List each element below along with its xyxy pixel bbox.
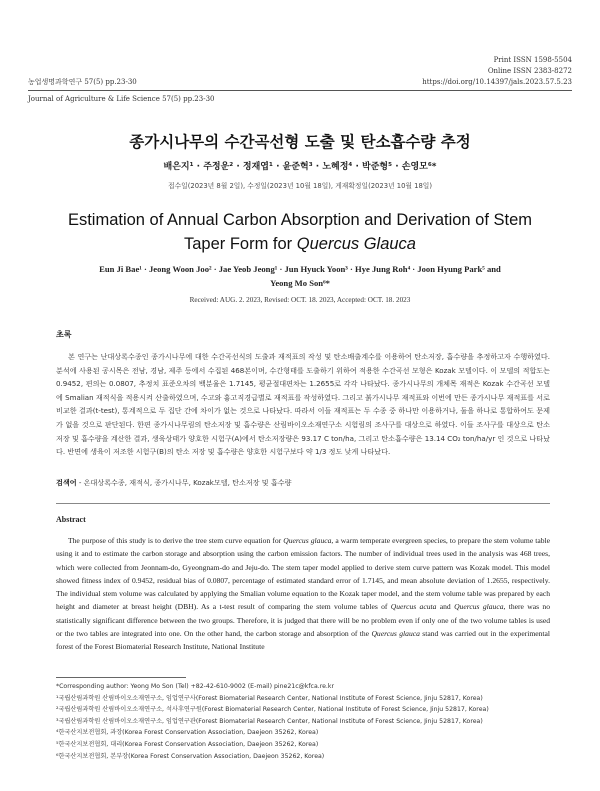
dates-english: Received: AUG. 2. 2023, Revised: OCT. 18. 2023, Accepted: OCT. 18. 2023 [189,296,411,304]
footnote-affiliation: ⁶한국산지보전협회, 본부장(Korea Forest Conservation Association, Daejeon 35262, Korea) [56,752,325,760]
abstract-en-part: , a warm temperate evergreen species, to prepare the stem volume table using it and to estimate the carbon storage and absorption using the carbon emission factors. The number of individual trees used in the analysis was 468 trees, which were collected from Jeonnam-do, Gyeongnam-do and Jeju-do. The stem taper model applied to derive stem curve pattern was Kozak model. This model showed fitness index of 0.9452, residual bias of 0.0807, percentage of estimated standard error of 1.7145, and mean absolute deviation of 1.2655, respectively. The individual stem volume was calculated by applying the Smalian volume equation to the Kozak taper model, and the stem volume table was prepared by each height and diameter at breast height (DBH). As a t-test result of comparing the stem volume tables of [56,536,550,612]
abstract-en-part: stand was carried out in the experimental forest of the Forest Biomaterial Research Institute, National Institute [56,629,550,652]
abstract-en-heading: Abstract [56,515,86,524]
journal-en: Journal of Agriculture & Life Science 57(5) pp.23-30 [28,95,215,103]
species-name: Quercus glauca [283,536,332,545]
title-english [40,208,560,256]
footnote-affiliation: ⁴한국산지보전협회, 과장(Korea Forest Conservation Association, Daejeon 35262, Korea) [56,729,319,737]
title-korean: 종가시나무의 수간곡선형 도출 및 탄소흡수량 추정 [129,133,471,151]
title-english-prefix: Taper Form for [183,235,297,253]
abstract-en-part: The purpose of this study is to derive the tree stem curve equation for [68,536,284,545]
title-english-line2 [40,232,560,256]
section-divider [56,503,550,504]
species-name: Quercus acuta [390,602,437,612]
footnote-divider [56,677,186,678]
footnote-affiliation: ²국립산림과학원 산림바이오소재연구소, 석사후연구원(Forest Biomaterial Research Center, National Institute of Forest Science, Jinju 52817, Korea) [56,706,489,714]
footnote-affiliation: ⁵한국산지보전협회, 대리(Korea Forest Conservation Association, Daejeon 35262, Korea) [56,740,319,748]
authors-english-line2: Yeong Mo Son⁶* [270,278,330,288]
authors-korean: 배은지¹ · 주정운² · 정재엽¹ · 윤준혁³ · 노혜정⁴ · 박준형⁵ · 손영모⁶* [163,162,437,172]
abstract-ko-text: 본 연구는 난대상록수종인 종가시나무에 대한 수간곡선식의 도출과 재적표의 작성 및 탄소배출계수를 이용하여 탄소저장, 흡수량을 추정하고자 수행하였다. 분석에 사용된 공시목은 전남, 경남, 제주 등에서 수집된 468본이며, 수간형태를 도출하기 위하여 적용한 수간곡선 모형은 Kozak 모델이다. 이 모델의 적합도는 0.9452, 편의는 0.0807, 추정치 표준오차의 백분율은 1.7145, 평균절대편차는 1.2655로 각각 나타났다. 종가시나무의 개체목 재적은 Kozak 수간곡선 모델에 Smalian 재적식을 적용시켜 산출하였으며, 수고와 흉고직경급별로 재적표를 작성하였다. 그리고 붉가시나무 재적표와 이번에 만든 종가시나무 재적표를 서로 비교한 결과(t-test), 통계적으로 두 집단 간에 차이가 없는 것으로 나타났다. 따라서 이들 재적표는 두 수종 중 하나만 이용하거나, 둘을 하나로 통합하여도 문제가 없을 것으로 판단된다. 한편 종가시나무림의 탄소저장 및 흡수량은 산림바이오소재연구소 시험림의 조사구를 대상으로 하였다. 이들 조사구를 대상으로 탄소저장 및 흡수량을 계산한 결과, 생육상태가 양호한 시험구(A)에서 탄소저장량은 93.17 C ton/ha, 그리고 탄소흡수량은 13.14 CO₂ ton/ha/yr 인 것으로 나타났다. 반면에 생육이 저조한 시험구(B)의 탄소 저장 및 흡수량은 양호한 시험구보다 약 1/3 정도 낮게 나타났다. [56,352,550,457]
journal-ko: 농업생명과학연구 57(5) pp.23-30 [28,78,137,86]
footnote-affiliation: ³국립산림과학원 산림바이오소재연구소, 임업연구관(Forest Biomaterial Research Center, National Institute of Forest Science, Jinju 52817, Korea) [56,717,483,725]
issn-block [422,55,572,88]
keywords-label: 검색어 [56,478,77,487]
abstract-en-part: and [436,602,455,612]
footnote-corresponding: *Corresponding author: Yeong Mo Son (Tel) +82-42-610-9002 (E-mail) pine21c@kfca.re.kr [56,683,335,690]
footnote-affiliation: ¹국립산림과학원 산림바이오소재연구소, 임업연구사(Forest Biomaterial Research Center, National Institute of Forest Science, Jinju 52817, Korea) [56,694,483,702]
header-divider [28,90,572,91]
species-name: Quercus glauca [454,602,504,612]
print-issn: Print ISSN 1598-5504 [493,56,572,64]
abstract-en-part: , there was no statistically significant difference between the two groups. Therefore, it is judged that there will be no problem even if only one of the two volume tables is used or the two tables are integrated into one. On the other hand, the carbon storage and absorption of the [56,602,550,639]
doi-link[interactable]: https://doi.org/10.14397/jals.2023.57.5.23 [422,78,572,86]
footnotes [56,681,560,762]
online-issn: Online ISSN 2383-8272 [487,67,572,75]
authors-english [40,262,560,290]
keywords-ko [56,478,550,488]
abstract-ko-heading: 초록 [56,330,72,339]
keywords-list: - 온대상록수종, 재적식, 종가시나무, Kozak모델, 탄소저장 및 흡수량 [76,478,292,487]
authors-english-line1: Eun Ji Bae¹ · Jeong Woon Joo² · Jae Yeob Jeong¹ · Jun Hyuck Yoon³ · Hye Jung Roh⁴ · Joon Hyung Park⁵ and [99,264,501,274]
abstract-en-text [56,534,550,654]
title-species: Quercus Glauca [296,235,416,253]
title-english-line1: Estimation of Annual Carbon Absorption and Derivation of Stem [67,211,533,229]
species-name: Quercus glauca [371,629,420,639]
dates-korean: 접수일(2023년 8월 2일), 수정일(2023년 10월 18일), 게재확정일(2023년 10월 18일) [168,182,432,190]
